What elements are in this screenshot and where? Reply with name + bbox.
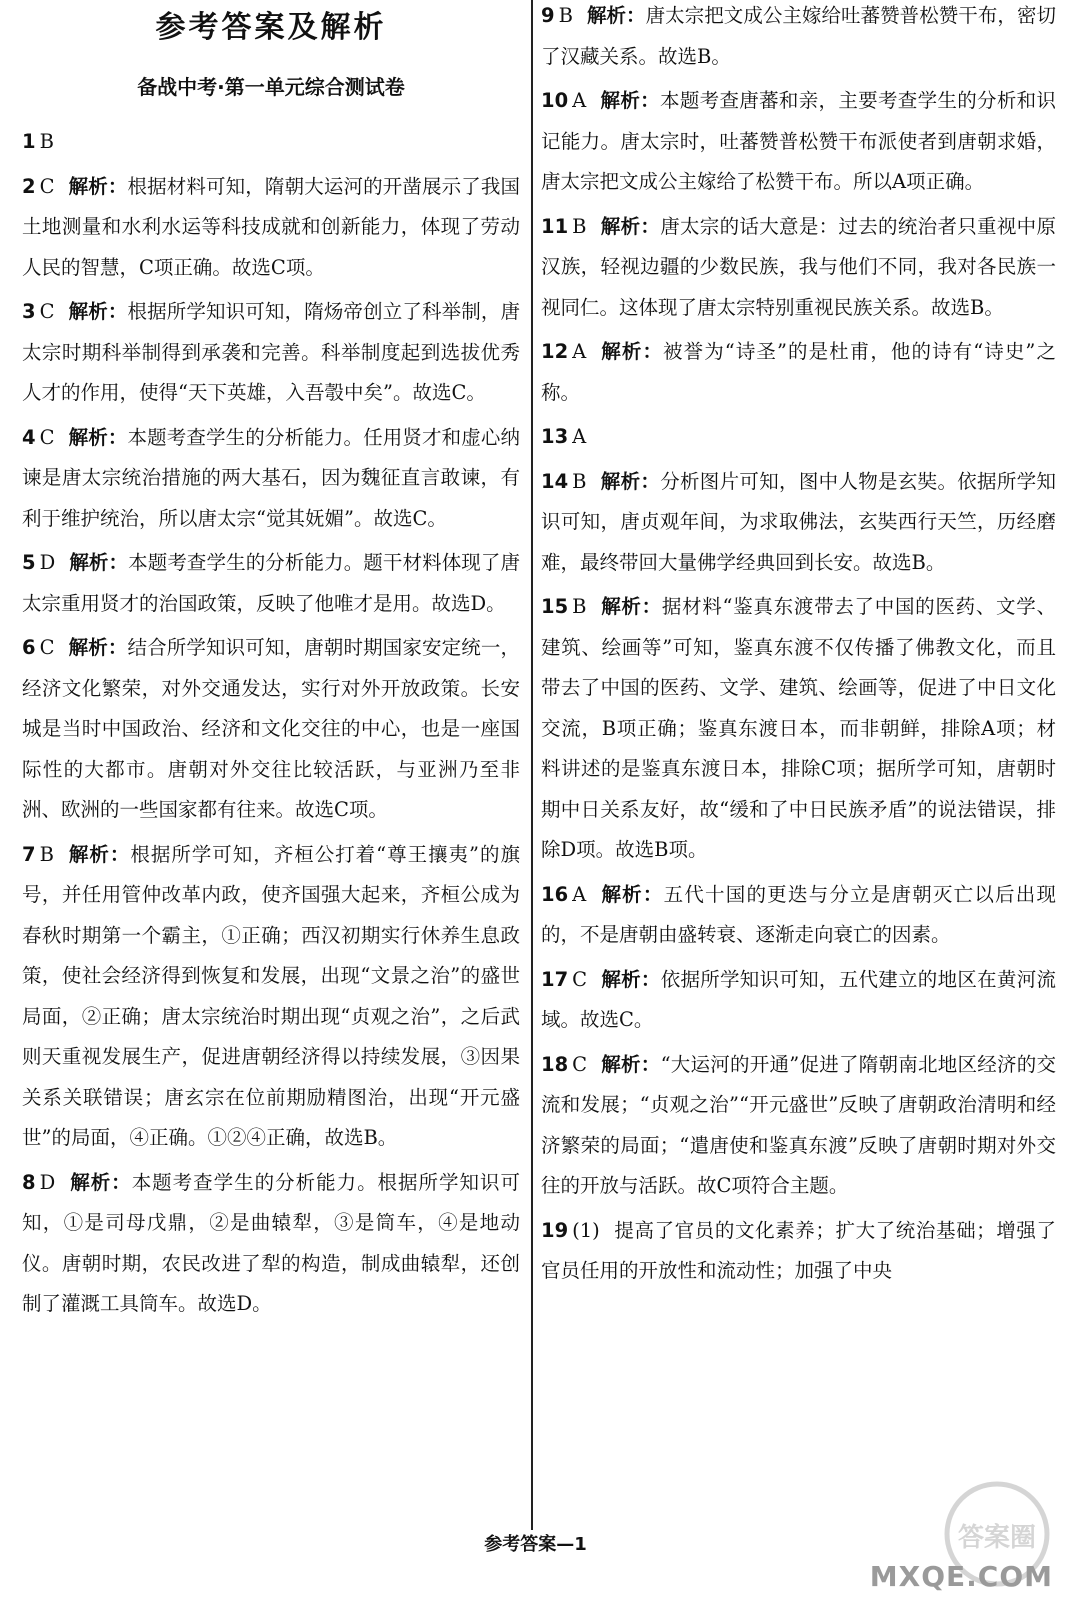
question-number: 3 — [22, 300, 36, 323]
answer-choice: C — [572, 967, 588, 991]
answer-choice: C — [39, 425, 55, 449]
question-number: 13 — [541, 425, 569, 448]
analysis-text: 本题考查学生的分析能力。任用贤才和虚心纳谏是唐太宗统治措施的两大基石，因为魏征直言敢谏，有利于维护统治，所以唐太宗“觉其妩媚”。故选C。 — [22, 425, 520, 530]
answer-item — [22, 835, 520, 1159]
section-title: 备战中考·第一单元综合测试卷 — [137, 75, 405, 99]
analysis-label: 解析： — [68, 300, 128, 323]
answer-choice: D — [39, 1170, 56, 1194]
analysis-text: 结合所学知识可知，唐朝时期国家安定统一，经济文化繁荣，对外交通发达，实行对外开放政策。长安城是当时中国政治、经济和文化交往的中心，也是一座国际性的大都市。唐朝对外交往比较活跃，与亚洲乃至非洲、欧洲的一些国家都有往来。故选C项。 — [22, 636, 520, 821]
question-number: 15 — [541, 595, 569, 618]
analysis-text: 本题考查唐蕃和亲，主要考查学生的分析和识记能力。唐太宗时，吐蕃赞普松赞干布派使者到唐朝求婚，唐太宗把文成公主嫁给了松赞干布。所以A项正确。 — [541, 89, 1056, 193]
analysis-label: 解析： — [68, 425, 128, 449]
answer-item — [541, 417, 1056, 458]
question-number: 2 — [22, 174, 36, 198]
answer-choice: C — [572, 1052, 588, 1076]
answer-item — [22, 543, 520, 624]
analysis-label: 解析： — [69, 1170, 132, 1194]
question-number: 17 — [541, 967, 569, 991]
left-answer-list — [22, 122, 520, 1325]
analysis-label: 解析： — [586, 4, 646, 27]
answer-choice: A — [572, 425, 587, 448]
column-divider — [531, 0, 533, 1530]
question-number: 14 — [541, 469, 569, 493]
analysis-text: 根据所学知识可知，隋炀帝创立了科举制，唐太宗时期科举制得到承袭和完善。科举制度起到选拔优秀人才的作用，使得“天下英雄，入吾彀中矣”。故选C。 — [22, 300, 520, 404]
answer-choice: C — [39, 300, 55, 323]
analysis-text: 提高了官员的文化素养；扩大了统治基础；增强了官员任用的开放性和流动性；加强了中央 — [541, 1218, 1056, 1282]
analysis-text: 依据所学知识可知，五代建立的地区在黄河流域。故选C。 — [541, 967, 1056, 1031]
answer-item — [22, 418, 520, 540]
analysis-label: 解析： — [67, 842, 131, 866]
answer-item — [541, 587, 1056, 871]
question-number: 7 — [22, 842, 36, 866]
answer-item — [541, 1211, 1056, 1292]
analysis-label: 解析： — [69, 551, 129, 574]
analysis-text: 唐太宗把文成公主嫁给吐蕃赞普松赞干布，密切了汉藏关系。故选B。 — [541, 4, 1056, 68]
analysis-label: 解析： — [600, 214, 661, 238]
question-number: 19 — [541, 1218, 569, 1242]
analysis-text: 分析图片可知，图中人物是玄奘。依据所学知识可知，唐贞观年间，为求取佛法，玄奘西行天竺，历经磨难，最终带回大量佛学经典回到长安。故选B。 — [541, 469, 1056, 574]
question-number: 10 — [541, 89, 569, 112]
page-footer: 参考答案—1 — [484, 1534, 587, 1555]
answer-item — [22, 628, 520, 831]
analysis-label: 解析： — [600, 882, 664, 906]
answer-choice: B — [572, 469, 587, 493]
analysis-text: 根据所学可知，齐桓公打着“尊王攘夷”的旗号，并任用管仲改革内政，使齐国强大起来，齐桓公成为春秋时期第一个霸主，①正确；西汉初期实行休养生息政策，使社会经济得到恢复和发展，出现“文景之治”的盛世局面，②正确；唐太宗统治时期出现“贞观之治”，之后武则天重视发展生产，促进唐朝经济得以持续发展，③因果关系关联错误；唐玄宗在位前期励精图治，出现“开元盛世”的局面，④正确。①②④正确，故选B。 — [22, 842, 520, 1149]
question-number: 9 — [541, 4, 555, 27]
right-answer-list — [541, 0, 1056, 1292]
question-number: 6 — [22, 636, 36, 659]
question-number: 18 — [541, 1052, 569, 1076]
answer-choice: B — [39, 842, 54, 866]
answer-item — [22, 292, 520, 414]
analysis-text: 根据材料可知，隋朝大运河的开凿展示了我国土地测量和水利水运等科技成就和创新能力，体现了劳动人民的智慧，C项正确。故选C项。 — [22, 174, 520, 279]
answer-item — [541, 207, 1056, 329]
analysis-text: 据材料“鉴真东渡带去了中国的医药、文学、建筑、绘画等”可知，鉴真东渡不仅传播了佛教文化，而且带去了中国的医药、文学、建筑、绘画等，促进了中日文化交流，B项正确；鉴真东渡日本，而非朝鲜，排除A项；材料讲述的是鉴真东渡日本，排除C项；据所学可知，唐朝时期中日关系友好，故“缓和了中日民族矛盾”的说法错误，排除D项。故选B项。 — [541, 595, 1056, 861]
right-column — [541, 0, 1056, 1296]
answer-choice: B — [572, 595, 587, 618]
question-number: 16 — [541, 882, 569, 906]
answer-item — [22, 122, 520, 163]
analysis-label: 解析： — [600, 469, 661, 493]
answer-item — [541, 81, 1056, 203]
answer-item — [541, 332, 1056, 413]
answer-choice: D — [39, 551, 56, 574]
watermark-url: MXQE.COM — [869, 1560, 1053, 1593]
analysis-text: “大运河的开通”促进了隋朝南北地区经济的交流和发展；“贞观之治”“开元盛世”反映了唐朝政治清明和经济繁荣的局面；“遣唐使和鉴真东渡”反映了唐朝时期对外交往的开放与活跃。故C项符合主题。 — [541, 1052, 1056, 1197]
answer-item — [541, 1045, 1056, 1207]
answer-choice: B — [558, 4, 573, 27]
answer-choice: A — [572, 340, 587, 363]
answer-choice: (1) — [572, 1218, 600, 1242]
analysis-label: 解析： — [600, 89, 660, 112]
answer-choice: C — [39, 636, 55, 659]
question-number: 8 — [22, 1170, 36, 1194]
question-number: 5 — [22, 551, 36, 574]
svg-text:答案圈: 答案圈 — [957, 1523, 1037, 1553]
answer-choice: B — [39, 130, 54, 153]
question-number: 1 — [22, 130, 36, 153]
answer-item — [541, 0, 1056, 77]
analysis-text: 五代十国的更迭与分立是唐朝灭亡以后出现的，不是唐朝由盛转衰、逐渐走向衰亡的因素。 — [541, 882, 1056, 946]
question-number: 12 — [541, 340, 569, 363]
answer-item — [541, 875, 1056, 956]
analysis-label: 解析： — [68, 636, 128, 659]
analysis-text: 本题考查学生的分析能力。根据所学知识可知，①是司母戊鼎，②是曲辕犁，③是筒车，④是地动仪。唐朝时期，农民改进了犁的构造，制成曲辕犁，还创制了灌溉工具筒车。故选D。 — [22, 1170, 520, 1315]
answer-choice: A — [572, 89, 587, 112]
analysis-label: 解析： — [600, 595, 662, 618]
page-title: 参考答案及解析 — [155, 10, 387, 45]
answer-item — [541, 462, 1056, 584]
answer-choice: A — [572, 882, 587, 906]
answer-item — [22, 1163, 520, 1325]
analysis-label: 解析： — [600, 340, 664, 363]
answer-choice: B — [572, 214, 587, 238]
analysis-label: 解析： — [68, 174, 128, 198]
question-number: 11 — [541, 214, 569, 238]
answer-item — [22, 167, 520, 289]
question-number: 4 — [22, 425, 36, 449]
left-column — [22, 0, 520, 1329]
answer-item — [541, 960, 1056, 1041]
answer-choice: C — [39, 174, 55, 198]
analysis-text: 唐太宗的话大意是：过去的统治者只重视中原汉族，轻视边疆的少数民族，我与他们不同，我对各民族一视同仁。这体现了唐太宗特别重视民族关系。故选B。 — [541, 214, 1056, 319]
analysis-label: 解析： — [601, 1052, 661, 1076]
analysis-text: 本题考查学生的分析能力。题干材料体现了唐太宗重用贤才的治国政策，反映了他唯才是用。故选D。 — [22, 551, 520, 615]
analysis-text: 被誉为“诗圣”的是杜甫，他的诗有“诗史”之称。 — [541, 340, 1056, 404]
analysis-label: 解析： — [601, 967, 661, 991]
